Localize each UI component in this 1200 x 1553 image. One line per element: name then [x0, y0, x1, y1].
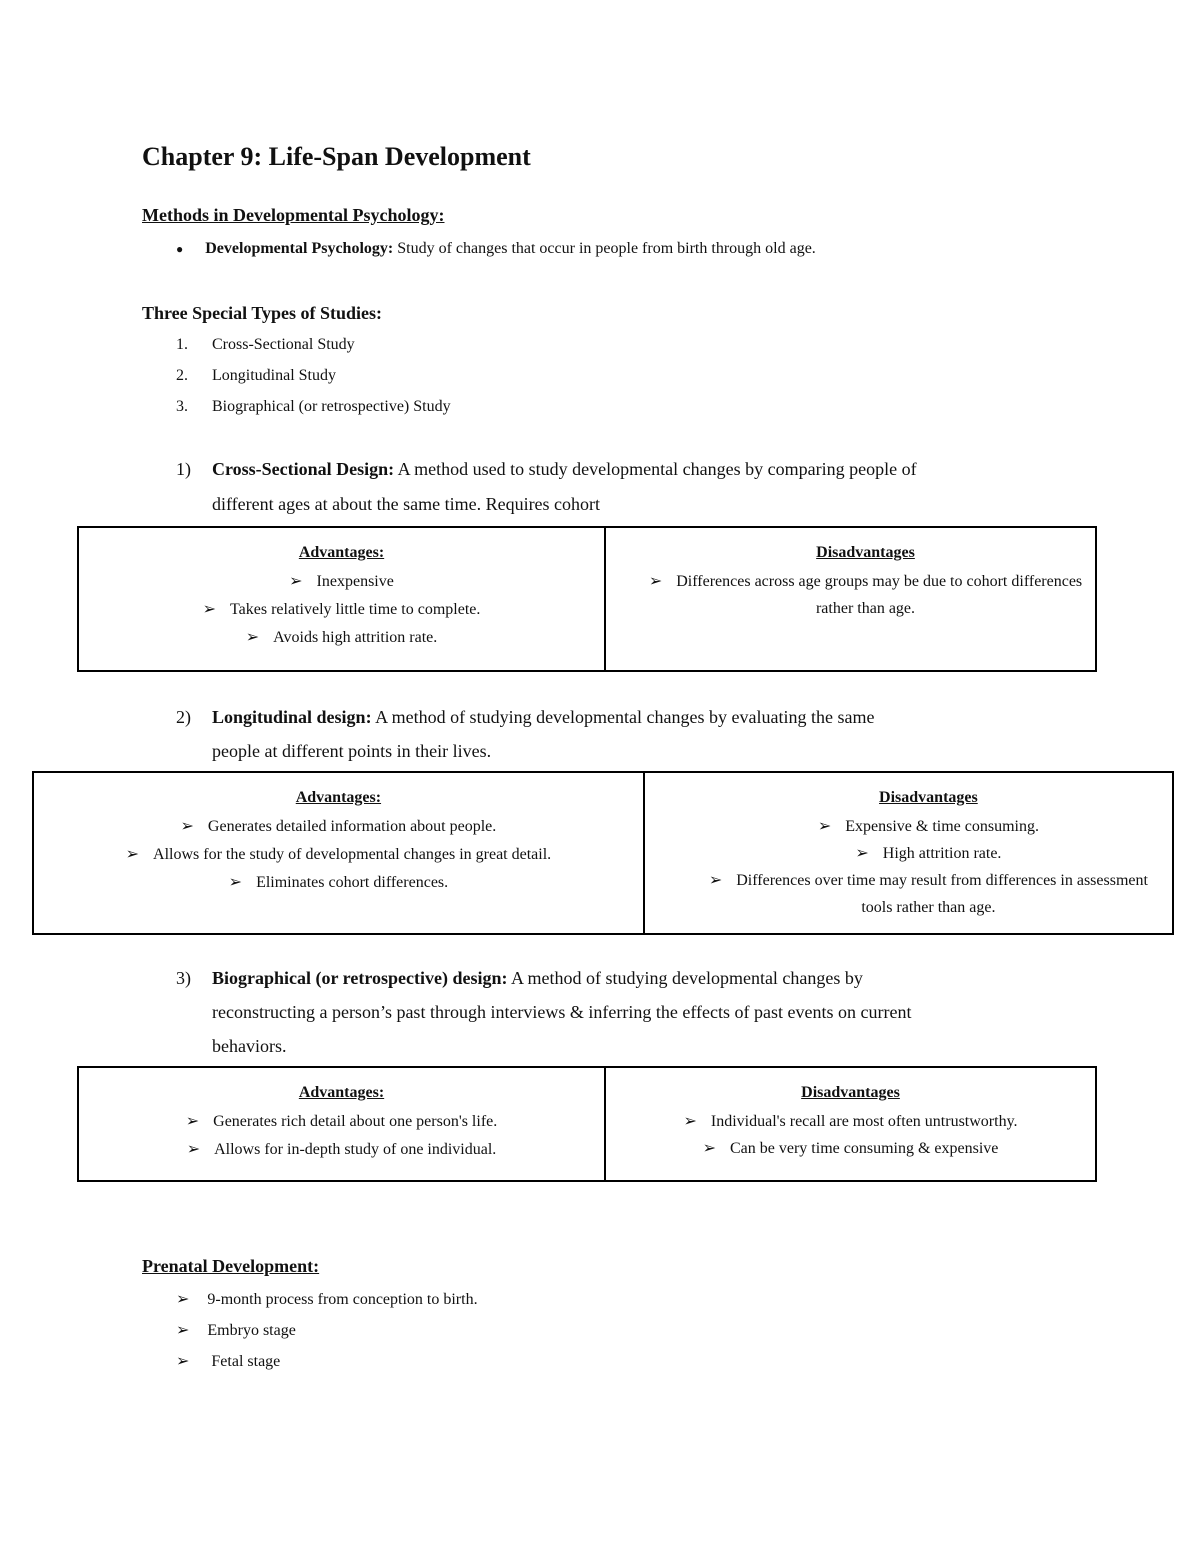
bullet-icon: ●	[176, 242, 184, 256]
disadvantage-item: ➢ Differences over time may result from differences in assessment tools rather than age.	[708, 872, 1148, 916]
arrow-icon: ➢	[176, 1353, 190, 1370]
advantages-heading: Advantages:	[298, 1084, 385, 1101]
arrow-icon: ➢	[817, 818, 832, 835]
design-term: Cross-Sectional Design:	[212, 459, 395, 479]
disadvantages-heading: Disadvantages	[879, 789, 978, 806]
advantages-heading: Advantages:	[298, 544, 385, 561]
design-3-table	[77, 1066, 1097, 1182]
disadvantages-cell	[644, 772, 1173, 934]
design-number: 3)	[176, 968, 191, 988]
advantage-item: ➢ Avoids high attrition rate.	[245, 629, 438, 646]
advantages-cell	[33, 772, 644, 934]
design-text: people at different points in their lives.	[212, 741, 492, 761]
arrow-icon: ➢	[185, 1113, 200, 1130]
arrow-icon: ➢	[245, 629, 260, 646]
advantage-item: ➢ Inexpensive	[289, 573, 394, 590]
disadvantages-cell	[605, 1067, 1096, 1181]
prenatal-item: ➢ Fetal stage	[176, 1353, 281, 1370]
prenatal-heading: Prenatal Development:	[142, 1256, 320, 1276]
arrow-icon: ➢	[648, 573, 663, 590]
item-text: Cross-Sectional Study	[212, 336, 355, 353]
design-term: Longitudinal design:	[212, 707, 372, 727]
bullet-text: Study of changes that occur in people from birth through old age.	[393, 240, 816, 257]
disadvantages-cell	[605, 527, 1096, 671]
item-number: 1.	[176, 336, 188, 353]
arrow-icon: ➢	[683, 1113, 697, 1130]
design-text: reconstructing a person’s past through interviews & inferring the effects of past events on current	[212, 1002, 912, 1022]
design-text: A method used to study developmental changes by comparing people of	[394, 459, 917, 479]
disadvantages-heading: Disadvantages	[816, 544, 915, 561]
advantages-heading: Advantages:	[295, 789, 382, 806]
design-2-table	[32, 771, 1174, 935]
design-text: A method of studying developmental changes by	[507, 968, 863, 988]
arrow-icon: ➢	[180, 818, 194, 835]
advantage-item: ➢ Generates detailed information about people.	[180, 818, 497, 835]
arrow-icon: ➢	[202, 601, 217, 618]
arrow-icon: ➢	[855, 845, 869, 862]
disadvantage-item: ➢ Individual's recall are most often untrustworthy.	[683, 1113, 1018, 1130]
methods-bullet	[176, 240, 816, 258]
advantage-item: ➢ Generates rich detail about one person's life.	[185, 1113, 498, 1130]
advantages-cell	[78, 1067, 605, 1181]
arrow-icon: ➢	[176, 1291, 190, 1308]
design-text: different ages at about the same time. Requires cohort	[212, 494, 601, 514]
item-text: Longitudinal Study	[212, 367, 336, 384]
disadvantages-heading: Disadvantages	[801, 1084, 900, 1101]
design-text: behaviors.	[212, 1036, 287, 1056]
prenatal-item: ➢ Embryo stage	[176, 1322, 296, 1339]
item-number: 3.	[176, 398, 188, 415]
prenatal-item: ➢ 9-month process from conception to birth.	[176, 1291, 478, 1308]
disadvantage-item: ➢ Can be very time consuming & expensive	[702, 1140, 999, 1157]
design-number: 2)	[176, 707, 191, 727]
arrow-icon: ➢	[186, 1141, 201, 1158]
disadvantage-item: ➢ Expensive & time consuming.	[817, 818, 1039, 835]
design-number: 1)	[176, 459, 191, 479]
advantage-item: ➢ Allows for the study of developmental changes in great detail.	[125, 846, 552, 863]
design-text: A method of studying developmental changes by evaluating the same	[371, 707, 875, 727]
design-term: Biographical (or retrospective) design:	[212, 968, 508, 988]
page-title: Chapter 9: Life-Span Development	[142, 142, 531, 171]
arrow-icon: ➢	[702, 1140, 716, 1157]
item-number: 2.	[176, 367, 188, 384]
item-text: Biographical (or retrospective) Study	[212, 398, 451, 415]
arrow-icon: ➢	[176, 1322, 190, 1339]
methods-heading: Methods in Developmental Psychology:	[142, 205, 445, 225]
arrow-icon: ➢	[228, 874, 243, 891]
advantage-item: ➢ Allows for in-depth study of one individual.	[186, 1141, 497, 1158]
advantage-item: ➢ Eliminates cohort differences.	[228, 874, 449, 891]
arrow-icon: ➢	[125, 846, 140, 863]
bullet-term: Developmental Psychology:	[205, 240, 394, 257]
types-heading: Three Special Types of Studies:	[142, 303, 383, 323]
arrow-icon: ➢	[708, 872, 723, 889]
advantages-cell	[78, 527, 605, 671]
advantage-item: ➢ Takes relatively little time to complete.	[202, 601, 481, 618]
disadvantage-item: ➢ Differences across age groups may be due to cohort differences rather than age.	[648, 573, 1083, 617]
arrow-icon: ➢	[289, 573, 303, 590]
disadvantage-item: ➢ High attrition rate.	[855, 845, 1002, 862]
design-1-table	[77, 526, 1097, 672]
